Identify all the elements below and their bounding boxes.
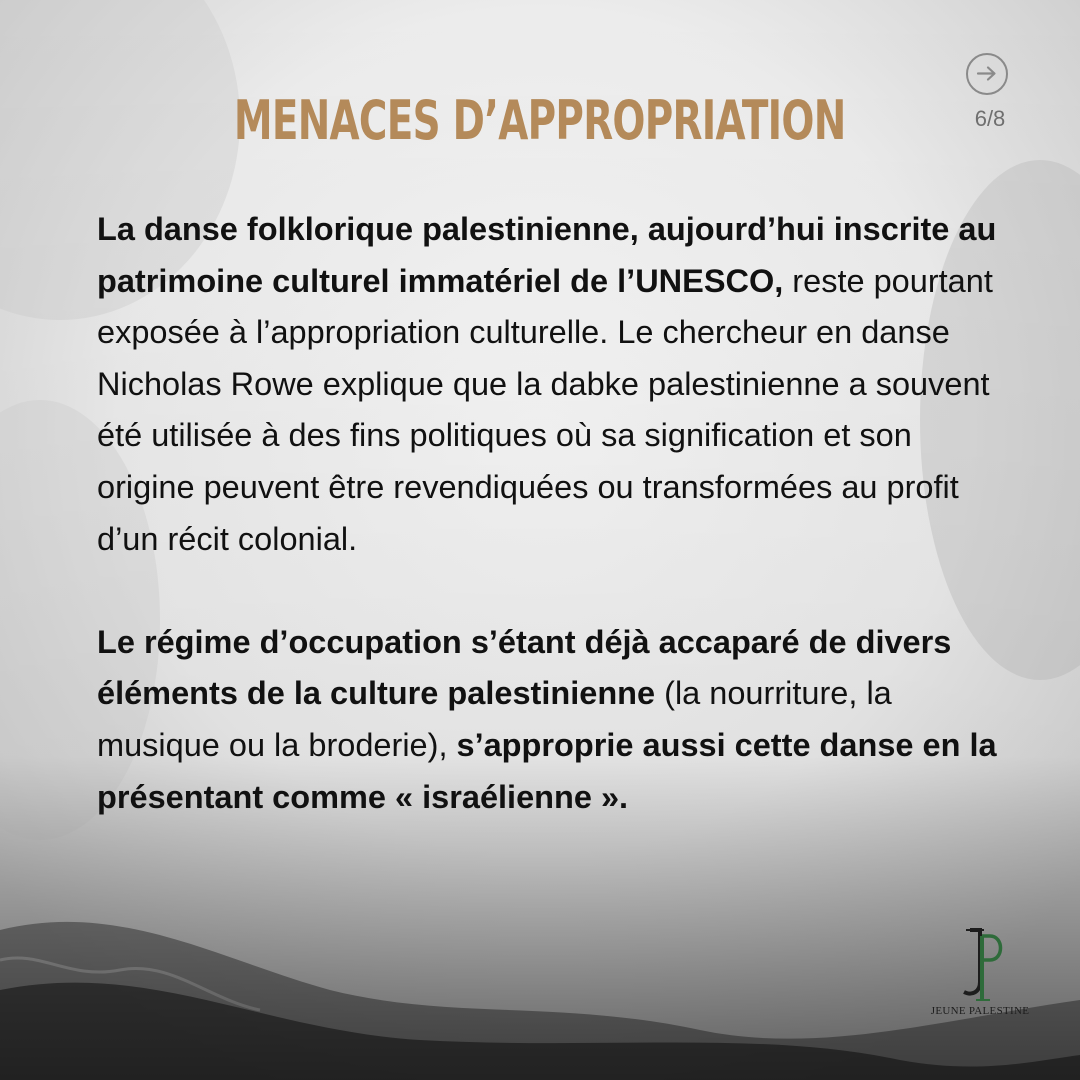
paragraph-1 — [97, 204, 997, 565]
brand-name: JEUNE PALESTINE — [930, 1005, 1030, 1017]
jp-logo-icon — [950, 926, 1010, 1002]
paragraph-1-bold: La danse folklorique palestinienne, aujourd’hui inscrite au patrimoine culturel immatériel de l’UNESCO, — [97, 211, 997, 299]
arrow-right-icon — [968, 55, 1005, 92]
brand-logo — [910, 926, 1050, 1026]
page-title-text: MENACES D’APPROPRIATION — [234, 89, 846, 152]
paragraph-2 — [97, 617, 997, 823]
paragraph-2-bold-1: Le régime d’occupation s’étant déjà accaparé de divers éléments de la culture palestinienne — [97, 623, 952, 712]
main-content — [97, 204, 997, 823]
page-title — [0, 86, 1080, 156]
next-slide-button[interactable] — [966, 53, 1008, 95]
page-counter: 6/8 — [974, 106, 1006, 131]
paragraph-1-regular: reste pourtant exposée à l’appropriation culturelle. Le chercheur en danse Nicholas Rowe explique que la dabke palestinienne a souvent été utilisée à des fins politiques où sa signification et son origine peuvent être revendiquées ou transformées au profit d’un récit colonial. — [97, 262, 993, 557]
paragraph-2-bold-2: s’approprie aussi cette danse en la présentant comme « israélienne ». — [97, 726, 997, 815]
paragraph-2-regular: (la nourriture, la musique ou la broderie), — [97, 675, 892, 763]
